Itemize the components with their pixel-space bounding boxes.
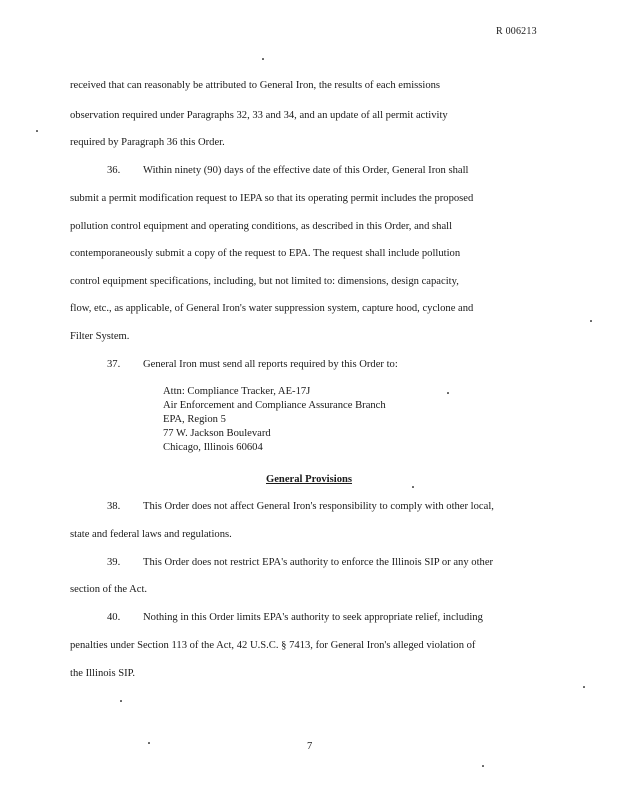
paragraph-38-number: 38.	[107, 501, 121, 512]
paragraph-35-line-1: received that can reasonably be attributed to General Iron, the results of each emissions	[70, 80, 441, 91]
section-heading-general-provisions: General Provisions	[265, 474, 353, 485]
paragraph-40-number: 40.	[107, 612, 121, 623]
paragraph-38-line-2: state and federal laws and regulations.	[70, 529, 232, 540]
paragraph-36-line-5: control equipment specifications, including, but not limited to: dimensions, design capacity,	[70, 276, 459, 287]
paragraph-36-number: 36.	[107, 165, 121, 176]
paragraph-40-line-3: the Illinois SIP.	[70, 668, 136, 679]
scan-speck	[590, 320, 592, 322]
paragraph-37-line-1: General Iron must send all reports required by this Order to:	[143, 359, 398, 370]
paragraph-36-line-4: contemporaneously submit a copy of the request to EPA. The request shall include pollution	[70, 248, 461, 259]
scan-speck	[583, 686, 585, 688]
scan-speck	[482, 765, 484, 767]
scan-speck	[120, 700, 122, 702]
address-attn: Attn: Compliance Tracker, AE-17J	[163, 386, 311, 397]
scan-speck	[262, 58, 264, 60]
paragraph-40-line-2: penalties under Section 113 of the Act, 42 U.S.C. § 7413, for General Iron's alleged violation of	[70, 640, 476, 651]
page-number: 7	[307, 741, 313, 752]
paragraph-39-line-1: This Order does not restrict EPA's authority to enforce the Illinois SIP or any other	[143, 557, 494, 568]
paragraph-36-line-3: pollution control equipment and operating conditions, as described in this Order, and shall	[70, 221, 453, 232]
bates-number: R 006213	[496, 26, 537, 37]
address-street: 77 W. Jackson Boulevard	[163, 428, 271, 439]
paragraph-37-number: 37.	[107, 359, 121, 370]
paragraph-39-line-2: section of the Act.	[70, 584, 148, 595]
address-city: Chicago, Illinois 60604	[163, 442, 263, 453]
address-region: EPA, Region 5	[163, 414, 226, 425]
scan-speck	[447, 392, 449, 394]
scan-speck	[148, 742, 150, 744]
scan-speck	[412, 486, 414, 488]
scan-speck	[36, 130, 38, 132]
paragraph-40-line-1: Nothing in this Order limits EPA's authority to seek appropriate relief, including	[143, 612, 483, 623]
paragraph-36-line-6: flow, etc., as applicable, of General Iron's water suppression system, capture hood, cyclone and	[70, 303, 474, 314]
paragraph-36-line-1: Within ninety (90) days of the effective date of this Order, General Iron shall	[143, 165, 469, 176]
paragraph-36-line-2: submit a permit modification request to IEPA so that its operating permit includes the proposed	[70, 193, 474, 204]
paragraph-35-line-3: required by Paragraph 36 this Order.	[70, 137, 225, 148]
paragraph-36-line-7: Filter System.	[70, 331, 130, 342]
paragraph-39-number: 39.	[107, 557, 121, 568]
paragraph-35-line-2: observation required under Paragraphs 32, 33 and 34, and an update of all permit activity	[70, 110, 448, 121]
paragraph-38-line-1: This Order does not affect General Iron's responsibility to comply with other local,	[143, 501, 494, 512]
address-branch: Air Enforcement and Compliance Assurance Branch	[163, 400, 386, 411]
